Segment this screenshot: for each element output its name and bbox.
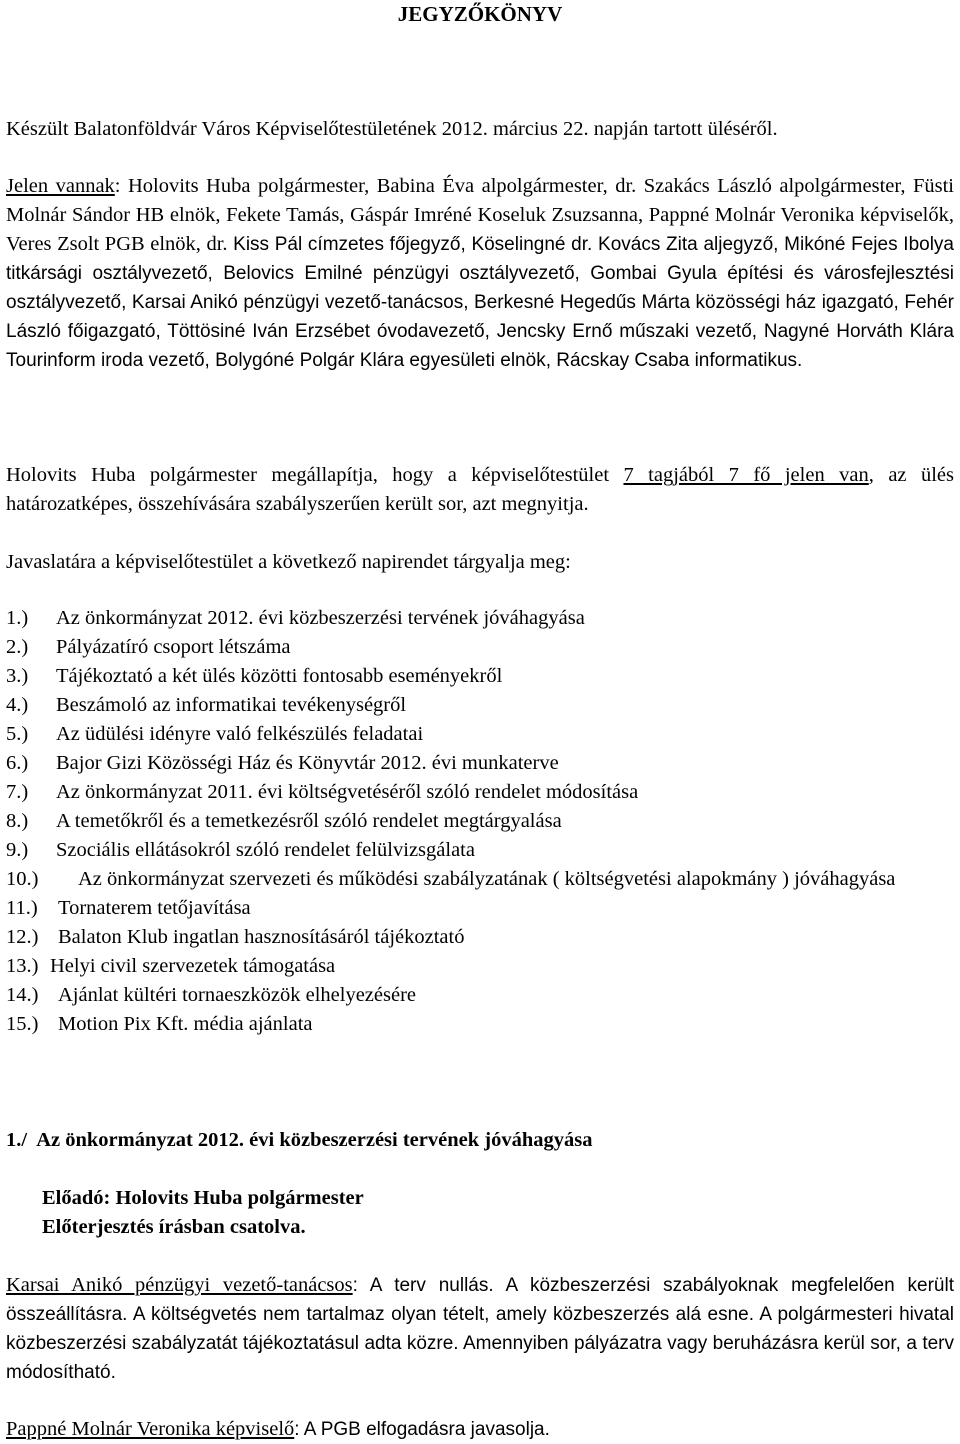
agenda-number: 6.) xyxy=(6,752,29,774)
agenda-intro-text: Javaslatára a képviselőtestület a következő napirendet tárgyalja meg: xyxy=(6,551,571,573)
agenda-text: Az önkormányzat szervezeti és működési szabályzatának ( költségvetési alapokmány ) jóváhagyása xyxy=(78,868,896,890)
agenda-text: Tornaterem tetőjavítása xyxy=(58,897,251,919)
attendance-text-2: Kiss Pál címzetes főjegyző, Köselingné dr. Kovács Zita aljegyző, Mikóné Fejes Ibolya titkársági osztályvezető, Belovics Emilné pénzügyi osztályvezető, Gombai Gyula építési és városfejlesztési osztályvezető, Karsai Anikó pénzügyi vezető-tanácsos, Berkesné Hegedűs Márta közösségi ház igazgató, Fehér László főigazgató, Töttösiné Iván Erzsébet óvodavezető, Jencsky Ernő műszaki vezető, Nagyné Horváth Klára Tourinform iroda vezető, Bolygóné Polgár Klára egyesületi elnök, Rácskay Csaba informatikus. xyxy=(6,234,955,371)
list-item xyxy=(6,778,954,807)
attendance-paragraph xyxy=(6,172,954,375)
list-item xyxy=(6,836,954,865)
speaker-name: Pappné Molnár Veronika képviselő xyxy=(6,1418,295,1440)
attachment-line: Előterjesztés írásban csatolva. xyxy=(42,1216,306,1238)
statement-pappne xyxy=(6,1415,954,1444)
agenda-text: Balaton Klub ingatlan hasznosításáról tájékoztató xyxy=(58,926,465,948)
agenda-text: Ajánlat kültéri tornaeszközök elhelyezésére xyxy=(58,984,417,1006)
agenda-number: 10.) xyxy=(6,868,39,890)
agenda-text: Pályázatíró csoport létszáma xyxy=(56,636,291,658)
presenter-line: Előadó: Holovits Huba polgármester xyxy=(42,1187,364,1209)
agenda-text: Szociális ellátásokról szóló rendelet felülvizsgálata xyxy=(56,839,475,861)
agenda-text: Motion Pix Kft. média ajánlata xyxy=(58,1013,313,1035)
agenda-text: Bajor Gizi Közösségi Ház és Könyvtár 2012. évi munkaterve xyxy=(56,752,559,774)
agenda-text: Helyi civil szervezetek támogatása xyxy=(50,955,336,977)
agenda-number: 4.) xyxy=(6,694,29,716)
document-title: JEGYZŐKÖNYV xyxy=(397,2,563,26)
list-item xyxy=(6,720,954,749)
intro-paragraph xyxy=(6,115,954,144)
speaker-name: Karsai Anikó pénzügyi vezető-tanácsos xyxy=(6,1274,353,1296)
agenda-number: 9.) xyxy=(6,839,29,861)
list-item xyxy=(6,662,954,691)
agenda-number: 14.) xyxy=(6,984,39,1006)
agenda-text: Beszámoló az informatikai tevékenységről xyxy=(56,694,407,716)
list-item xyxy=(6,691,954,720)
agenda-text: Az önkormányzat 2011. évi költségvetéséről szóló rendelet módosítása xyxy=(56,781,639,803)
attendance-label: Jelen vannak xyxy=(6,175,115,197)
quorum-text-after: , az ülés határozatképes, összehívására szabályszerűen került sor, azt megnyitja. xyxy=(6,464,954,515)
agenda-number: 7.) xyxy=(6,781,29,803)
agenda-text: A temetőkről és a temetkezésről szóló rendelet megtárgyalása xyxy=(56,810,562,832)
list-item xyxy=(6,894,954,923)
list-item xyxy=(6,604,954,633)
section-heading xyxy=(6,1126,954,1155)
statement-text: : A terv nullás. A közbeszerzési szabályoknak megfelelően került összeállításra. A költségvetés nem tartalmaz olyan tételt, amely közbeszerzés alá esne. A polgármesteri hivatal közbeszerzési szabályzatát tájékoztatásul adta közre. Amennyiben pályázatra vagy beruházásra kerül sor, a terv módosítható. xyxy=(6,1275,954,1383)
quorum-count: 7 tagjából 7 fő jelen van xyxy=(623,464,869,486)
list-item xyxy=(6,952,954,981)
agenda-number: 12.) xyxy=(6,926,39,948)
agenda-number: 13.) xyxy=(6,955,39,977)
list-item xyxy=(6,749,954,778)
list-item xyxy=(6,1010,954,1039)
intro-text: Készült Balatonföldvár Város Képviselőtestületének 2012. március 22. napján tartott üléséről. xyxy=(6,118,778,140)
agenda-number: 2.) xyxy=(6,636,29,658)
agenda-number: 8.) xyxy=(6,810,29,832)
agenda-text: Tájékoztató a két ülés közötti fontosabb eseményekről xyxy=(56,665,503,687)
quorum-text-before: Holovits Huba polgármester megállapítja, hogy a képviselőtestület xyxy=(6,464,624,486)
agenda-number: 5.) xyxy=(6,723,29,745)
presenter-block xyxy=(42,1184,942,1242)
list-item xyxy=(6,807,954,836)
agenda-text: Az önkormányzat 2012. évi közbeszerzési tervének jóváhagyása xyxy=(56,607,585,629)
agenda-list xyxy=(6,604,954,1039)
list-item xyxy=(6,633,954,662)
agenda-number: 1.) xyxy=(6,607,29,629)
list-item xyxy=(6,865,954,894)
statement-text: : A PGB elfogadásra javasolja. xyxy=(294,1419,550,1440)
agenda-number: 3.) xyxy=(6,665,29,687)
list-item xyxy=(6,981,954,1010)
agenda-intro xyxy=(6,548,954,577)
section-heading-text: 1./ Az önkormányzat 2012. évi közbeszerzési tervének jóváhagyása xyxy=(6,1129,593,1151)
quorum-paragraph xyxy=(6,461,954,519)
list-item xyxy=(6,923,954,952)
statement-karsai xyxy=(6,1271,954,1387)
agenda-number: 11.) xyxy=(6,897,38,919)
agenda-text: Az üdülési idényre való felkészülés feladatai xyxy=(56,723,424,745)
attendance-text-1: : Holovits Huba polgármester, Babina Éva alpolgármester, dr. Szakács László alpolgármester, Füsti Molnár Sándor HB elnök, Fekete Tamás, Gáspár Imréné Koseluk Zsuzsanna, Pappné Molnár Veronika képviselők, Veres Zsolt PGB elnök, dr. xyxy=(6,175,954,255)
agenda-number: 15.) xyxy=(6,1013,39,1035)
